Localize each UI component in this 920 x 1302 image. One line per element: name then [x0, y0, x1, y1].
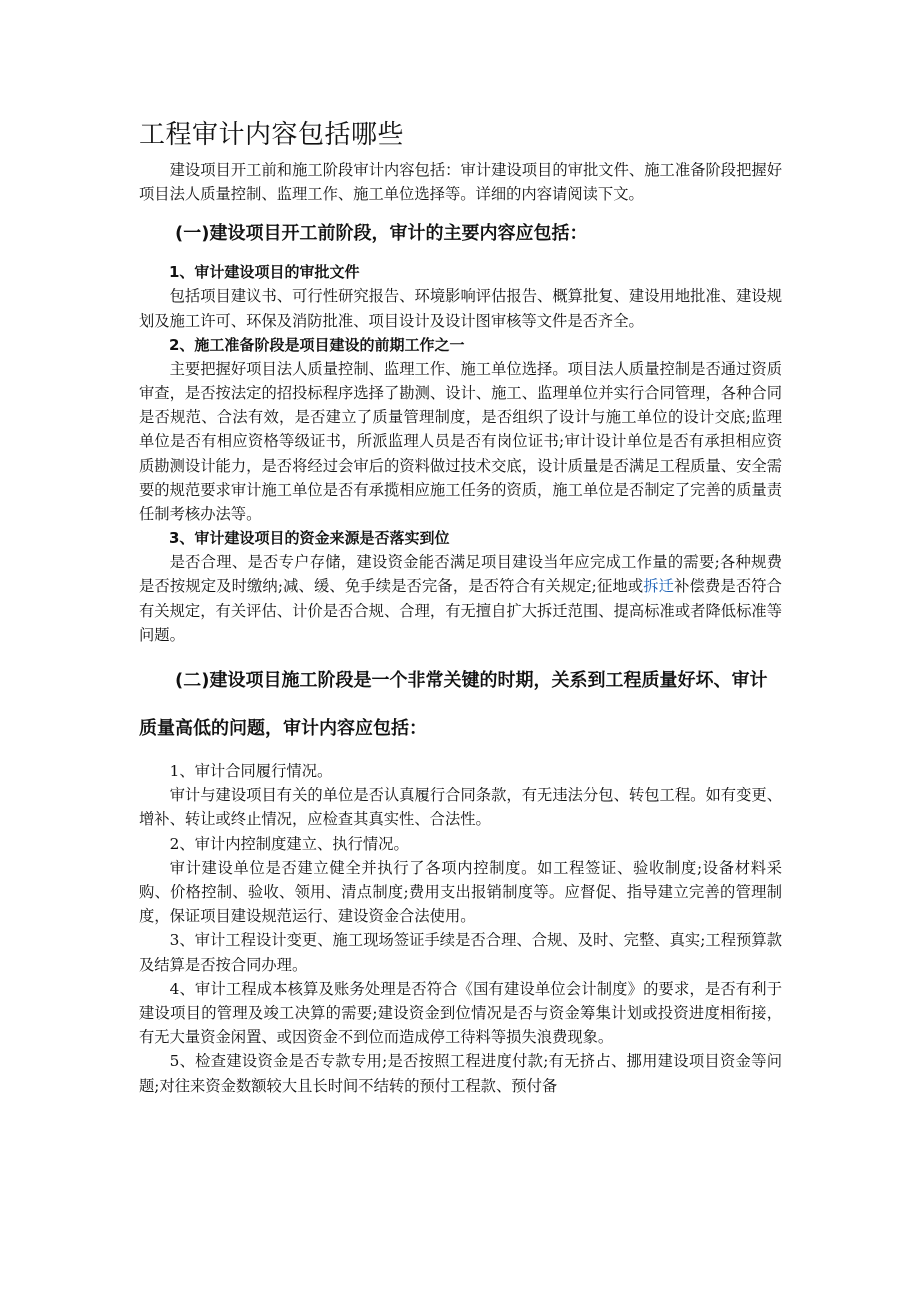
section2-paragraph-5: 3、审计工程设计变更、施工现场签证手续是否合理、合规、及时、完整、真实;工程预算款及结算是否按合同办理。 — [139, 931, 782, 974]
section2-paragraph-4: 审计建设单位是否建立健全并执行了各项内控制度。如工程签证、验收制度;设备材料采购、价格控制、验收、领用、清点制度;费用支出报销制度等。应督促、指导建立完善的管理制度，保证项目建设规范运行、建设资金合法使用。 — [139, 858, 782, 926]
document-page — [139, 112, 782, 1098]
section1-item2-heading: 2、施工准备阶段是项目建设的前期工作之一 — [169, 335, 465, 354]
section1-item3-text-b: 补偿费是否符合有关规定，有关评估、计价是否合规、合理，有无擅自扩大拆迁范围、提高标准或者降低标准等问题。 — [139, 577, 782, 644]
section1-item1-heading: 1、审计建设项目的审批文件 — [169, 263, 360, 282]
page-title: 工程审计内容包括哪些 — [139, 120, 405, 150]
intro-paragraph: 建设项目开工前和施工阶段审计内容包括：审计建设项目的审批文件、施工准备阶段把握好项目法人质量控制、监理工作、施工单位选择等。详细的内容请阅读下文。 — [139, 161, 782, 204]
section1-item3-text-a: 是否合理、是否专户存储，建设资金能否满足项目建设当年应完成工作量的需要;各种规费是否按规定及时缴纳;减、缓、免手续是否完备，是否符合有关规定;征地或 — [139, 553, 782, 596]
section2-paragraph-2: 审计与建设项目有关的单位是否认真履行合同条款，有无违法分包、转包工程。如有变更、增补、转让或终止情况，应检查其真实性、合法性。 — [139, 786, 782, 829]
section2-paragraph-7: 5、检查建设资金是否专款专用;是否按照工程进度付款;有无挤占、挪用建设项目资金等问题;对往来资金数额较大且长时间不结转的预付工程款、预付备 — [139, 1052, 782, 1095]
section1-heading: (一)建设项目开工前阶段，审计的主要内容应包括： — [175, 223, 588, 245]
section2-paragraph-3: 2、审计内控制度建立、执行情况。 — [169, 834, 409, 853]
demolition-link[interactable]: 拆迁 — [643, 577, 675, 596]
section1-item3-heading: 3、审计建设项目的资金来源是否落实到位 — [169, 529, 450, 548]
section1-item2-text: 主要把握好项目法人质量控制、监理工作、施工单位选择。项目法人质量控制是否通过资质审查，是否按法定的招投标程序选择了勘测、设计、施工、监理单位并实行合同管理，各种合同是否规范、合法有效，是否建立了质量管理制度，是否组织了设计与施工单位的设计交底;监理单位是否有相应资格等级证书，所派监理人员是否有岗位证书;审计设计单位是否有承担相应资质勘测设计能力，是否将经过会审后的资料做过技术交底，设计质量是否满足工程质量、安全需要的规范要求审计施工单位是否有承揽相应施工任务的资质，施工单位是否制定了完善的质量责任制考核办法等。 — [139, 359, 782, 524]
section2-heading: (二)建设项目施工阶段是一个非常关键的时期，关系到工程质量好坏、审计质量高低的问题，审计内容应包括： — [139, 670, 768, 740]
section1-item3-text — [139, 550, 782, 647]
section2-paragraph-6: 4、审计工程成本核算及账务处理是否符合《国有建设单位会计制度》的要求，是否有利于建设项目的管理及竣工决算的需要;建设资金到位情况是否与资金筹集计划或投资进度相衔接，有无大量资金闲置、或因资金不到位而造成停工待料等损失浪费现象。 — [139, 979, 782, 1047]
section2-paragraph-1: 1、审计合同履行情况。 — [169, 762, 333, 781]
section1-item1-text: 包括项目建议书、可行性研究报告、环境影响评估报告、概算批复、建设用地批准、建设规划及施工许可、环保及消防批准、项目设计及设计图审核等文件是否齐全。 — [139, 287, 782, 330]
